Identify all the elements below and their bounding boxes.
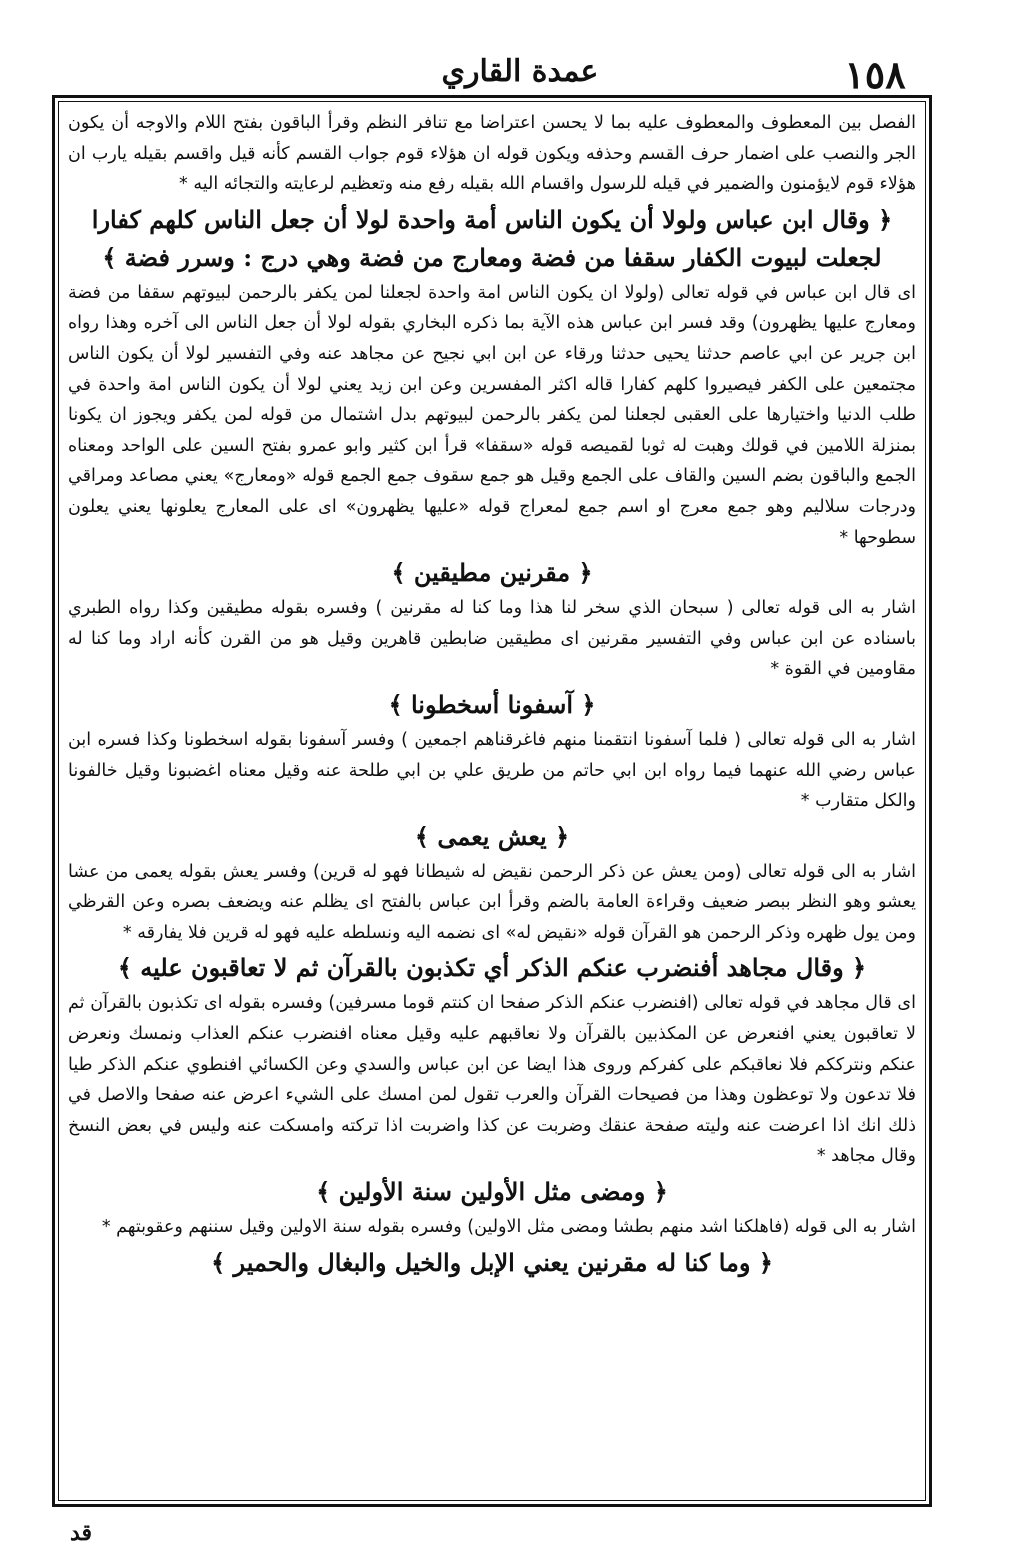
verse-heading-2: ﴿ مقرنين مطيقين ﴾	[391, 558, 593, 588]
page-number: ١٥٨	[844, 52, 906, 97]
verse-heading-5: ﴿ وقال مجاهد أفنضرب عنكم الذكر أي تكذبون بالقرآن ثم لا تعاقبون عليه ﴾	[117, 953, 867, 983]
verse-heading-1b: لجعلت لبيوت الكفار سقفا من فضة ومعارج من فضة وهي درج : وسرر فضة ﴾	[102, 242, 882, 272]
paragraph-6: اى قال مجاهد في قوله تعالى (افنضرب عنكم الذكر صفحا ان كنتم قوما مسرفين) وفسره بقوله اى تكذبون بالقرآن ثم لا تعاقبون يعني افنعرض عن المكذبين بالقرآن ولا نعاقبهم عليه وقيل معناه افنضرب عنكم العذاب ونمسك ونعرض عنكم ونترككم فلا نعاقبكم على كفركم وروى هذا ايضا عن ابن عباس والسدي وعن الكسائي افنطوي عنكم الذكر طيا فلا تدعون ولا توعظون وهذا من فصيحات القرآن والعرب تقول لمن امسك على الشيء اعرض عنه صفحا والاصل في ذلك انك اذا اعرضت عنه وليته صفحة عنقك وضربت عن كذا واضربت اذا تركته وامسكت عنه وليس في بعض النسخ وقال مجاهد *	[68, 993, 916, 1167]
running-title: عمدة القاري	[441, 54, 599, 89]
paragraph-4: اشار به الى قوله تعالى ( فلما آسفونا انتقمنا منهم فاغرقناهم اجمعين ) وفسر آسفونا بقوله اسخطونا وكذا فسره ابن عباس رضي الله عنهما فيما رواه ابن ابي حاتم من طريق علي بن ابي طلحة عنه وقيل معناه اغضبونا وقيل خالفونا والكل متقارب *	[68, 729, 916, 812]
page-body	[68, 108, 916, 1283]
verse-heading-3: ﴿ آسفونا أسخطونا ﴾	[388, 689, 596, 719]
paragraph-1: الفصل بين المعطوف والمعطوف عليه بما لا يحسن اعتراضا مع تنافر النظم وقرأ الباقون بفتح اللام والاوجه أن يكون الجر والنصب على اضمار حرف القسم وحذفه ويكون قوله ان هؤلاء قوم جواب القسم كأنه قيل واقسم بقيله يارب ان هؤلاء قوم لايؤمنون والضمير في قيله للرسول واقسام الله بقيله رفع منه وتعظيم لرعايته والتجائه اليه *	[68, 113, 916, 195]
paragraph-5: اشار به الى قوله تعالى (ومن يعش عن ذكر الرحمن نقيض له شيطانا فهو له قرين) وفسر يعش بقوله يعمى من عشا يعشو وهو النظر ببصر ضعيف وقراءة العامة بالضم وقرأ ابن عباس بالفتح اى يظلم عنه ويضعف بصره وعن القرظي ومن يول ظهره وذكر الرحمن هو القرآن قوله «نقيض له» اى نضمه اليه ونسلطه عليه فهو له قرين فلا يفارقه *	[68, 861, 916, 943]
paragraph-2: اى قال ابن عباس في قوله تعالى (ولولا ان يكون الناس امة واحدة لجعلنا لمن يكفر بالرحمن لبيوتهم سقفا من فضة ومعارج عليها يظهرون) وقد فسر ابن عباس هذه الآية بما ذكره البخاري بقوله لولا أن جعل الناس الى آخره وهذا رواه ابن جرير عن ابي عاصم حدثنا يحيى حدثنا ورقاء عن ابن ابي نجيح عن مجاهد عنه وفي التفسير لولا أن يكون الناس مجتمعين على الكفر فيصيروا كلهم كفارا قاله اكثر المفسرين وعن ابن زيد يعني لولا أن يكون الناس امة واحدة في طلب الدنيا واختيارها على العقبى لجعلنا لمن يكفر بالرحمن لبيوتهم بدل اشتمال من قوله لمن يكفر ويجوز ان يكونا بمنزلة اللامين في قولك وهبت له ثوبا لقميصه قوله «سقفا» قرأ ابن كثير وابو عمرو بفتح السين على الواحد ومعناه الجمع والباقون بضم السين والقاف على الجمع وقيل هو جمع سقوف جمع الجمع قوله «ومعارج» يعني مصاعد ومراقي ودرجات سلاليم وهو جمع معرج او اسم جمع لمعراج قوله «عليها يظهرون» اى على المعارج يعلونها يعني يعلون سطوحها *	[68, 282, 916, 548]
paragraph-7: اشار به الى قوله (فاهلكنا اشد منهم بطشا ومضى مثل الاولين) وفسره بقوله سنة الاولين وقيل سننهم وعقوبتهم *	[101, 1217, 916, 1238]
verse-heading-1a: ﴿ وقال ابن عباس ولولا أن يكون الناس أمة واحدة لولا أن جعل الناس كلهم كفارا	[91, 204, 893, 234]
catchword: قد	[70, 1520, 93, 1546]
verse-heading-6: ﴿ ومضى مثل الأولين سنة الأولين ﴾	[316, 1177, 668, 1207]
verse-heading-7: ﴿ وما كنا له مقرنين يعني الإبل والخيل والبغال والحمير ﴾	[211, 1247, 773, 1277]
paragraph-3: اشار به الى قوله تعالى ( سبحان الذي سخر لنا هذا وما كنا له مقرنين ) وفسره بقوله مطيقين وكذا رواه الطبري باسناده عن ابن عباس وفي التفسير مقرنين اى مطيقين ضابطين قاهرين وقيل هو من القرن كأنه اراد وما كنا له مقاومين في القوة *	[68, 598, 916, 680]
verse-heading-4: ﴿ يعش يعمى ﴾	[414, 821, 570, 851]
